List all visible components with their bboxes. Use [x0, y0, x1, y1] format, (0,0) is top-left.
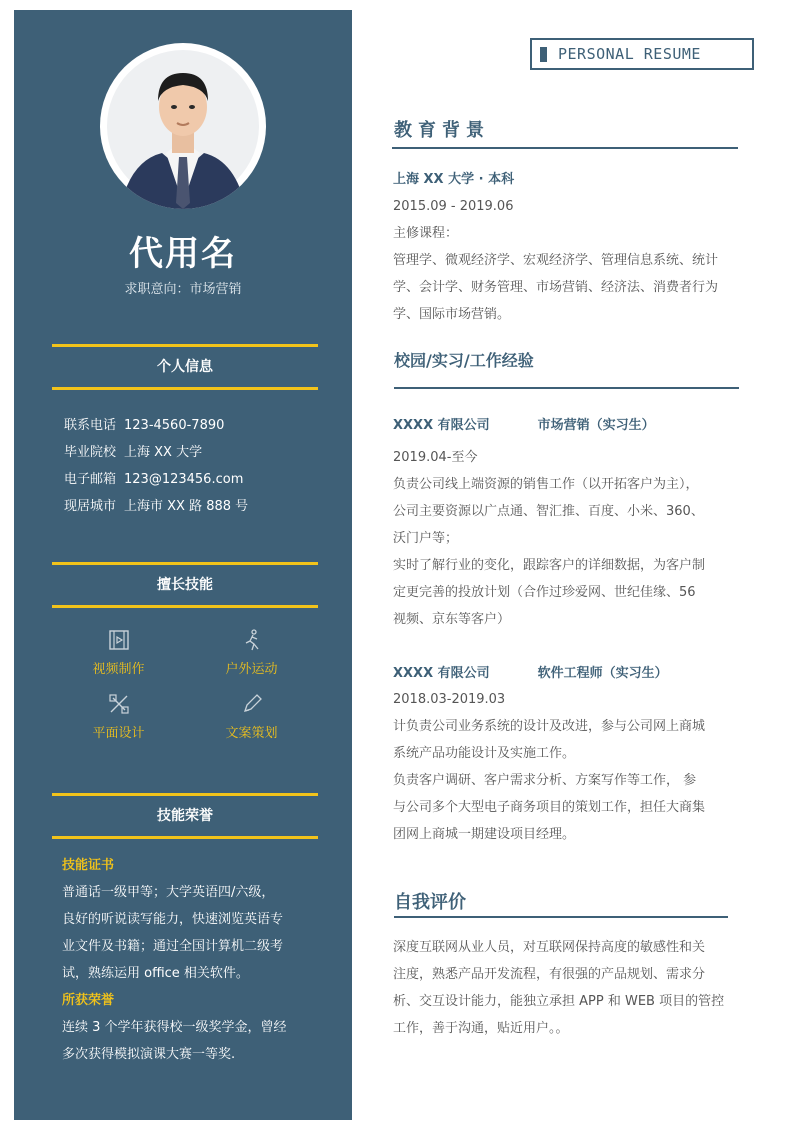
- profile-photo: [100, 43, 266, 209]
- courses-line: 学、国际市场营销。: [393, 307, 511, 322]
- courses-label: 主修课程：: [393, 226, 459, 241]
- self-eval-content: [393, 934, 748, 1042]
- job-line: 视频、京东等客户）: [393, 612, 511, 627]
- film-icon: [107, 628, 131, 652]
- pen-icon: [240, 692, 264, 716]
- job-line: 定更完善的投放计划（合作过珍爱网、世纪佳缘、56: [393, 585, 696, 600]
- info-value: 123-4560-7890: [124, 418, 225, 433]
- skill-graphic-design: [52, 692, 185, 741]
- info-row-school: [64, 439, 248, 466]
- runner-icon: [240, 628, 264, 652]
- info-value: 上海 XX 大学: [124, 445, 203, 460]
- job-role: 市场营销（实习生）: [537, 418, 655, 433]
- education-content: [393, 166, 748, 328]
- self-eval-divider: [394, 916, 728, 918]
- job-1-header: [393, 414, 655, 433]
- personal-info-list: [64, 412, 248, 520]
- self-eval-line: 工作，善于沟通，贴近用户。。: [393, 1021, 569, 1036]
- objective-label: 求职意向：: [124, 282, 190, 297]
- skill-copywriting: [185, 692, 318, 741]
- info-row-phone: [64, 412, 248, 439]
- skill-label: 户外运动: [225, 662, 278, 677]
- title-accent-bar: [540, 47, 547, 62]
- info-label: 电子邮箱: [64, 472, 117, 487]
- avatar: [100, 43, 266, 209]
- info-row-city: [64, 493, 248, 520]
- personal-info-header: [52, 344, 318, 390]
- cert-line: 试，熟练运用 office 相关软件。: [62, 966, 249, 981]
- skill-video: [52, 628, 185, 677]
- skills-header: [52, 562, 318, 608]
- job-1-content: [393, 444, 748, 633]
- skill-label: 平面设计: [92, 726, 145, 741]
- info-label: 联系电话: [64, 418, 117, 433]
- education-heading: 教育背景: [394, 120, 490, 141]
- personal-info-title: 个人信息: [157, 359, 213, 375]
- job-line: 与公司多个大型电子商务项目的策划工作，担任大商集: [393, 800, 706, 815]
- info-label: 毕业院校: [64, 445, 117, 460]
- self-eval-line: 深度互联网从业人员，对互联网保持高度的敏感性和关: [393, 940, 706, 955]
- job-objective: [14, 278, 352, 297]
- job-line: 沃门户等；: [393, 531, 459, 546]
- job-company: XXXX 有限公司: [393, 666, 490, 681]
- objective-value: 市场营销: [189, 282, 242, 297]
- cert-title: 技能证书: [62, 858, 115, 873]
- job-role: 软件工程师（实习生）: [537, 666, 668, 681]
- job-period: 2019.04-至今: [393, 450, 478, 465]
- self-eval-heading: 自我评价: [394, 892, 466, 913]
- award-title: 所获荣誉: [62, 993, 115, 1008]
- self-eval-line: 析、交互设计能力，能独立承担 APP 和 WEB 项目的管控: [393, 994, 725, 1009]
- resume-title: PERSONAL RESUME: [558, 45, 701, 63]
- info-row-email: [64, 466, 248, 493]
- experience-divider: [394, 387, 739, 389]
- honors-content: [62, 852, 312, 1068]
- skills-title: 擅长技能: [157, 577, 213, 593]
- courses-line: 管理学、微观经济学、宏观经济学、管理信息系统、统计: [393, 253, 719, 268]
- job-2-content: [393, 686, 748, 848]
- award-line: 连续 3 个学年获得校一级奖学金，曾经: [62, 1020, 287, 1035]
- job-2-header: [393, 662, 668, 681]
- job-line: 系统产品功能设计及实施工作。: [393, 746, 576, 761]
- candidate-name: 代用名: [129, 234, 237, 274]
- cert-line: 业文件及书籍；通过全国计算机二级考: [62, 939, 284, 954]
- sidebar: [14, 10, 352, 1120]
- job-company: XXXX 有限公司: [393, 418, 490, 433]
- self-eval-line: 注度，熟悉产品开发流程，有很强的产品规划、需求分: [393, 967, 706, 982]
- cert-line: 良好的听说读写能力，快速浏览英语专: [62, 912, 284, 927]
- design-tools-icon: [107, 692, 131, 716]
- job-line: 实时了解行业的变化，跟踪客户的详细数据，为客户制: [393, 558, 706, 573]
- cert-line: 普通话一级甲等；大学英语四/六级，: [62, 885, 275, 900]
- experience-heading: 校园/实习/工作经验: [394, 351, 534, 370]
- skills-grid: [52, 628, 318, 748]
- info-label: 现居城市: [64, 499, 117, 514]
- job-line: 计负责公司业务系统的设计及改进，参与公司网上商城: [393, 719, 706, 734]
- job-line: 团网上商城一期建设项目经理。: [393, 827, 576, 842]
- courses-line: 学、会计学、财务管理、市场营销、经济法、消费者行为: [393, 280, 719, 295]
- skill-outdoor: [185, 628, 318, 677]
- honors-header: [52, 793, 318, 839]
- skill-label: 视频制作: [92, 662, 145, 677]
- school-line: 上海 XX 大学 · 本科: [393, 172, 515, 187]
- award-line: 多次获得模拟演课大赛一等奖.: [62, 1047, 236, 1062]
- honors-title: 技能荣誉: [157, 808, 213, 824]
- info-value: 上海市 XX 路 888 号: [124, 499, 249, 514]
- education-divider: [392, 147, 738, 149]
- job-period: 2018.03-2019.03: [393, 692, 506, 707]
- resume-title-box: [530, 38, 754, 70]
- info-value: 123@123456.com: [124, 472, 244, 487]
- skill-label: 文案策划: [225, 726, 278, 741]
- job-line: 公司主要资源以广点通、智汇推、百度、小米、360、: [393, 504, 704, 519]
- education-period: 2015.09 - 2019.06: [393, 199, 514, 214]
- job-line: 负责客户调研、客户需求分析、方案写作等工作， 参: [393, 773, 697, 788]
- job-line: 负责公司线上端资源的销售工作（以开拓客户为主），: [393, 477, 699, 492]
